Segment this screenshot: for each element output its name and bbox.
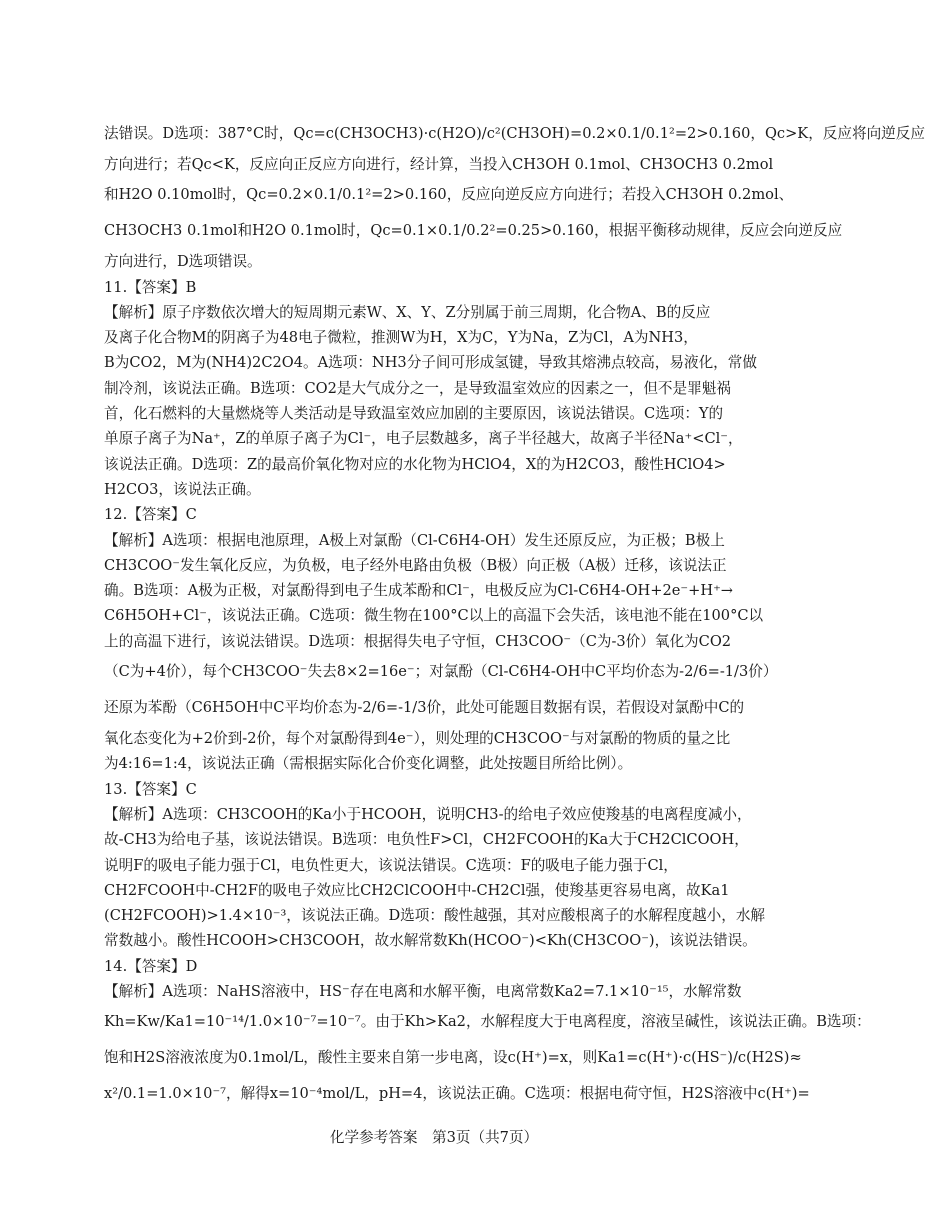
text-line: CH3OCH3 0.1mol和H2O 0.1mol时，Qc=0.1×0.1/0.2²=0.25>0.160，根据平衡移动规律，反应会向逆反应 [104, 222, 843, 240]
text-line: CH3COO⁻发生氧化反应，为负极，电子经外电路由负极（B极）向正极（A极）迁移，该说法正 [104, 556, 727, 574]
text-line: 制冷剂，该说法正确。B选项：CO2是大气成分之一，是导致温室效应的因素之一，但不是罪魁祸 [104, 379, 731, 397]
text-line: 方向进行，D选项错误。 [104, 253, 262, 271]
text-line: 首，化石燃料的大量燃烧等人类活动是导致温室效应加剧的主要原因，该说法错误。C选项：Y的 [104, 405, 724, 423]
text-line: H2CO3，该说法正确。 [104, 480, 261, 498]
text-line: 法错误。D选项：387°C时，Qc=c(CH3OCH3)·c(H2O)/c²(CH3OH)=0.2×0.1/0.1²=2>0.160，Qc>K，反应将向逆反应 [104, 125, 925, 142]
question-11-answer: 11.【答案】B [104, 278, 197, 296]
text-line: 故-CH3为给电子基，该说法错误。B选项：电负性F>Cl，CH2FCOOH的Ka大于CH2ClCOOH， [104, 831, 749, 849]
text-line: 饱和H2S溶液浓度为0.1mol/L，酸性主要来自第一步电离，设c(H⁺)=x，则Ka1=c(H⁺)·c(HS⁻)/c(H2S)≈ [104, 1049, 802, 1067]
text-line: 和H2O 0.10mol时，Qc=0.2×0.1/0.1²=2>0.160，反应向逆反应方向进行；若投入CH3OH 0.2mol、 [104, 186, 794, 204]
question-14-answer: 14.【答案】D [104, 957, 198, 975]
text-line: （C为+4价），每个CH3COO⁻失去8×2=16e⁻；对氯酚（Cl-C6H4-OH中C平均价态为-2/6=-1/3价） [104, 663, 778, 681]
text-line: 为4:16=1:4，该说法正确（需根据实际化合价变化调整，此处按题目所给比例）。 [104, 755, 633, 773]
text-line: Kh=Kw/Ka1=10⁻¹⁴/1.0×10⁻⁷=10⁻⁷。由于Kh>Ka2，水解程度大于电离程度，溶液呈碱性，该说法正确。B选项： [104, 1013, 871, 1031]
text-line: CH2FCOOH中-CH2F的吸电子效应比CH2ClCOOH中-CH2Cl强，使羧基更容易电离，故Ka1 [104, 881, 730, 899]
text-line: 该说法正确。D选项：Z的最高价氧化物对应的水化物为HClO4，X的为H2CO3，酸性HClO4> [104, 455, 726, 473]
text-line: 常数越小。酸性HCOOH>CH3COOH，故水解常数Kh(HCOO⁻)<Kh(CH3COO⁻)，该说法错误。 [104, 932, 757, 950]
text-line: B为CO2，M为(NH4)2C2O4。A选项：NH3分子间可形成氢键，导致其熔沸点较高，易液化，常做 [104, 354, 757, 372]
text-line: 【解析】原子序数依次增大的短周期元素W、X、Y、Z分别属于前三周期，化合物A、B的反应 [104, 303, 711, 321]
question-12-answer: 12.【答案】C [104, 506, 197, 524]
text-line: 【解析】A选项：根据电池原理，A极上对氯酚（Cl-C6H4-OH）发生还原反应，为正极；B极上 [104, 531, 725, 549]
question-13-answer: 13.【答案】C [104, 780, 197, 798]
text-line: 还原为苯酚（C6H5OH中C平均价态为-2/6=-1/3价，此处可能题目数据有误，若假设对氯酚中C的 [104, 699, 745, 717]
text-line: 确。B选项：A极为正极，对氯酚得到电子生成苯酚和Cl⁻，电极反应为Cl-C6H4-OH+2e⁻+H⁺→ [104, 582, 734, 600]
text-line: 说明F的吸电子能力强于Cl，电负性更大，该说法错误。C选项：F的吸电子能力强于Cl， [104, 856, 678, 874]
text-line: 【解析】A选项：NaHS溶液中，HS⁻存在电离和水解平衡，电离常数Ka2=7.1×10⁻¹⁵，水解常数 [104, 983, 742, 1001]
text-line: 及离子化合物M的阴离子为48电子微粒，推测W为H，X为C，Y为Na，Z为Cl，A为NH3， [104, 329, 698, 347]
text-line: (CH2FCOOH)>1.4×10⁻³，该说法正确。D选项：酸性越强，其对应酸根离子的水解程度越小，水解 [104, 907, 766, 925]
text-line: x²/0.1=1.0×10⁻⁷，解得x=10⁻⁴mol/L，pH=4，该说法正确。C选项：根据电荷守恒，H2S溶液中c(H⁺)= [104, 1085, 810, 1103]
text-line: C6H5OH+Cl⁻，该说法正确。C选项：微生物在100°C以上的高温下会失活，该电池不能在100°C以 [104, 607, 764, 625]
text-line: 上的高温下进行，该说法错误。D选项：根据得失电子守恒，CH3COO⁻（C为-3价）氧化为CO2 [104, 632, 732, 650]
answer-text-body [104, 116, 925, 1112]
page-footer: 化学参考答案 第3页（共7页） [329, 1129, 539, 1146]
text-line: 单原子离子为Na⁺，Z的单原子离子为Cl⁻，电子层数越多，离子半径越大，故离子半径Na⁺<Cl⁻， [104, 430, 743, 448]
text-line: 【解析】A选项：CH3COOH的Ka小于HCOOH，说明CH3-的给电子效应使羧基的电离程度减小， [104, 805, 752, 823]
text-line: 方向进行；若Qc<K，反应向正反应方向进行，经计算，当投入CH3OH 0.1mol、CH3OCH3 0.2mol [104, 156, 774, 173]
text-line: 氧化态变化为+2价到-2价，每个对氯酚得到4e⁻），则处理的CH3COO⁻与对氯酚的物质的量之比 [104, 730, 731, 748]
